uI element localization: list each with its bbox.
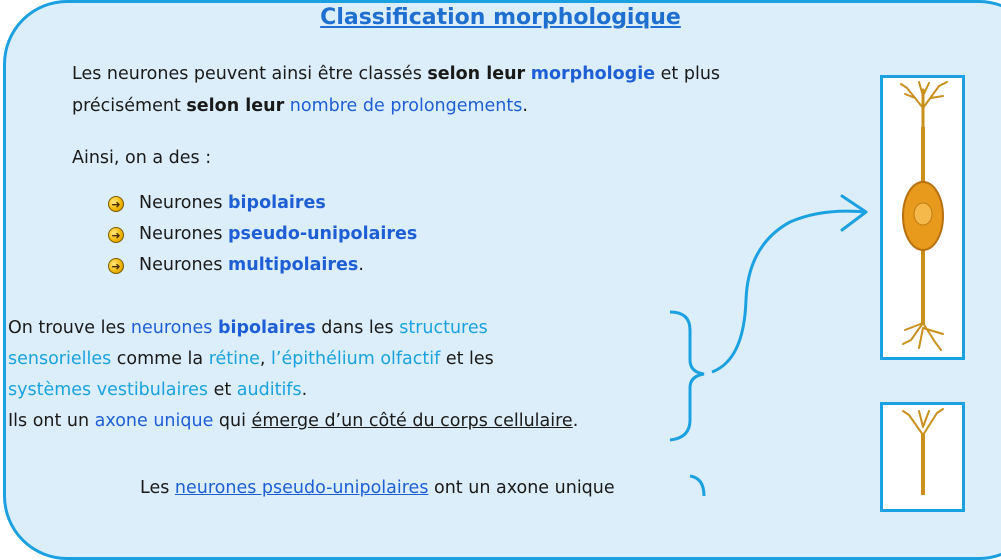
arrow-bullet-icon: ➜ — [108, 227, 124, 243]
curved-arrow-icon — [712, 211, 866, 372]
bipolar-line-3: systèmes vestibulaires et auditifs. — [8, 380, 308, 400]
bipolar-line-2: sensorielles comme la rétine, l’épithélium olfactif et les — [8, 349, 494, 369]
list-item: ➜ Neurones multipolaires. — [108, 250, 417, 281]
arrow-head-icon — [842, 196, 866, 230]
arrow-bullet-icon: ➜ — [108, 258, 124, 274]
list-item: ➜ Neurones pseudo-unipolaires — [108, 219, 417, 250]
pseudo-unipolar-line: Les neurones pseudo-unipolaires ont un axone unique — [140, 478, 615, 498]
intro-line-2: précisément selon leur nombre de prolongements. — [72, 96, 528, 116]
arrow-bullet-icon: ➜ — [108, 196, 124, 212]
bipolar-line-1: On trouve les neurones bipolaires dans les structures — [8, 318, 488, 338]
bipolar-line-4: Ils ont un axone unique qui émerge d’un côté du corps cellulaire. — [8, 411, 579, 431]
curly-brace-icon — [670, 312, 704, 440]
curly-brace-icon — [690, 476, 704, 496]
page-title: Classification morphologique — [320, 5, 681, 30]
ainsi-text: Ainsi, on a des : — [72, 148, 212, 168]
intro-line-1: Les neurones peuvent ainsi être classés selon leur morphologie et plus — [72, 64, 721, 84]
list-item: ➜ Neurones bipolaires — [108, 188, 417, 219]
